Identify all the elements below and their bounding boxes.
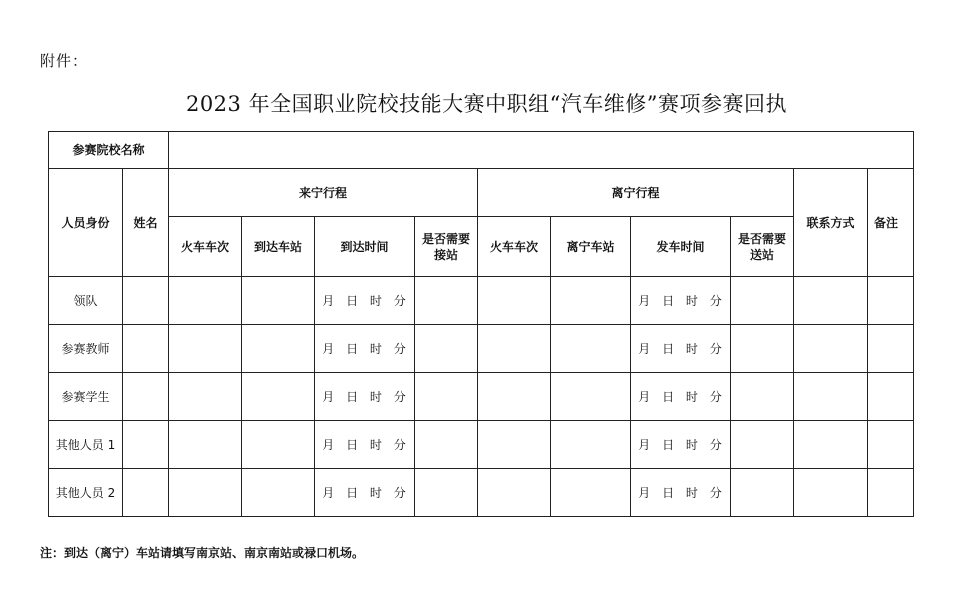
page-title: 2023 年全国职业院校技能大赛中职组“汽车维修”赛项参赛回执	[185, 92, 788, 116]
arrival-train-cell[interactable]	[169, 277, 242, 325]
departure-time-cell[interactable]: 月 日 时 分	[631, 421, 731, 469]
arrival-station-cell[interactable]	[242, 373, 315, 421]
departure-station-cell[interactable]	[551, 373, 631, 421]
arrival-group-header: 来宁行程	[169, 169, 478, 217]
school-name-row	[49, 132, 914, 169]
dropoff-needed-header: 是否需要送站	[731, 217, 794, 277]
departure-time-cell[interactable]: 月 日 时 分	[631, 373, 731, 421]
departure-train-cell[interactable]	[478, 469, 551, 517]
remarks-cell[interactable]	[868, 277, 914, 325]
attachment-label: 附件：	[40, 52, 89, 70]
arrival-train-cell[interactable]	[169, 325, 242, 373]
remarks-cell[interactable]	[868, 373, 914, 421]
arrival-time-cell[interactable]: 月 日 时 分	[315, 421, 415, 469]
table-row	[49, 325, 914, 373]
pickup-cell[interactable]	[415, 277, 478, 325]
contact-cell[interactable]	[794, 421, 868, 469]
pickup-cell[interactable]	[415, 469, 478, 517]
departure-station-header: 离宁车站	[551, 217, 631, 277]
contact-cell[interactable]	[794, 277, 868, 325]
arrival-time-cell[interactable]: 月 日 时 分	[315, 373, 415, 421]
role-cell: 领队	[49, 277, 123, 325]
pickup-cell[interactable]	[415, 373, 478, 421]
arrival-train-cell[interactable]	[169, 373, 242, 421]
departure-station-cell[interactable]	[551, 277, 631, 325]
name-cell[interactable]	[123, 469, 169, 517]
dropoff-cell[interactable]	[731, 421, 794, 469]
arrival-time-cell[interactable]: 月 日 时 分	[315, 277, 415, 325]
departure-station-cell[interactable]	[551, 325, 631, 373]
role-cell: 其他人员 1	[49, 421, 123, 469]
departure-time-cell[interactable]: 月 日 时 分	[631, 325, 731, 373]
arrival-train-cell[interactable]	[169, 421, 242, 469]
arrival-station-cell[interactable]	[242, 325, 315, 373]
name-cell[interactable]	[123, 277, 169, 325]
name-header: 姓名	[123, 169, 169, 277]
dropoff-cell[interactable]	[731, 325, 794, 373]
arrival-station-header: 到达车站	[242, 217, 315, 277]
departure-group-header: 离宁行程	[478, 169, 794, 217]
receipt-table	[48, 131, 914, 517]
departure-train-cell[interactable]	[478, 277, 551, 325]
table-row	[49, 277, 914, 325]
pickup-cell[interactable]	[415, 325, 478, 373]
remarks-cell[interactable]	[868, 469, 914, 517]
dropoff-cell[interactable]	[731, 373, 794, 421]
arrival-station-cell[interactable]	[242, 421, 315, 469]
contact-cell[interactable]	[794, 325, 868, 373]
arrival-time-cell[interactable]: 月 日 时 分	[315, 469, 415, 517]
pickup-cell[interactable]	[415, 421, 478, 469]
departure-train-cell[interactable]	[478, 373, 551, 421]
header-row-1	[49, 169, 914, 217]
table-row	[49, 373, 914, 421]
footnote: 注：到达（离宁）车站请填写南京站、南京南站或禄口机场。	[40, 546, 365, 560]
remarks-cell[interactable]	[868, 325, 914, 373]
role-cell: 参赛教师	[49, 325, 123, 373]
arrival-time-cell[interactable]: 月 日 时 分	[315, 325, 415, 373]
pickup-needed-header: 是否需要接站	[415, 217, 478, 277]
contact-header: 联系方式	[794, 169, 868, 277]
departure-train-cell[interactable]	[478, 421, 551, 469]
name-cell[interactable]	[123, 373, 169, 421]
contact-cell[interactable]	[794, 469, 868, 517]
departure-time-cell[interactable]: 月 日 时 分	[631, 277, 731, 325]
arrival-station-cell[interactable]	[242, 469, 315, 517]
departure-time-header: 发车时间	[631, 217, 731, 277]
table-row	[49, 421, 914, 469]
contact-cell[interactable]	[794, 373, 868, 421]
name-cell[interactable]	[123, 325, 169, 373]
remarks-cell[interactable]	[868, 421, 914, 469]
role-cell: 其他人员 2	[49, 469, 123, 517]
dropoff-cell[interactable]	[731, 277, 794, 325]
school-name-label: 参赛院校名称	[49, 132, 169, 169]
role-cell: 参赛学生	[49, 373, 123, 421]
arrival-train-header: 火车车次	[169, 217, 242, 277]
arrival-station-cell[interactable]	[242, 277, 315, 325]
school-name-value[interactable]	[169, 132, 914, 169]
name-cell[interactable]	[123, 421, 169, 469]
departure-time-cell[interactable]: 月 日 时 分	[631, 469, 731, 517]
remarks-header: 备注	[868, 169, 914, 277]
arrival-train-cell[interactable]	[169, 469, 242, 517]
departure-train-cell[interactable]	[478, 325, 551, 373]
dropoff-cell[interactable]	[731, 469, 794, 517]
departure-train-header: 火车车次	[478, 217, 551, 277]
arrival-time-header: 到达时间	[315, 217, 415, 277]
departure-station-cell[interactable]	[551, 469, 631, 517]
departure-station-cell[interactable]	[551, 421, 631, 469]
header-row-2	[49, 217, 914, 277]
role-header: 人员身份	[49, 169, 123, 277]
table-row	[49, 469, 914, 517]
